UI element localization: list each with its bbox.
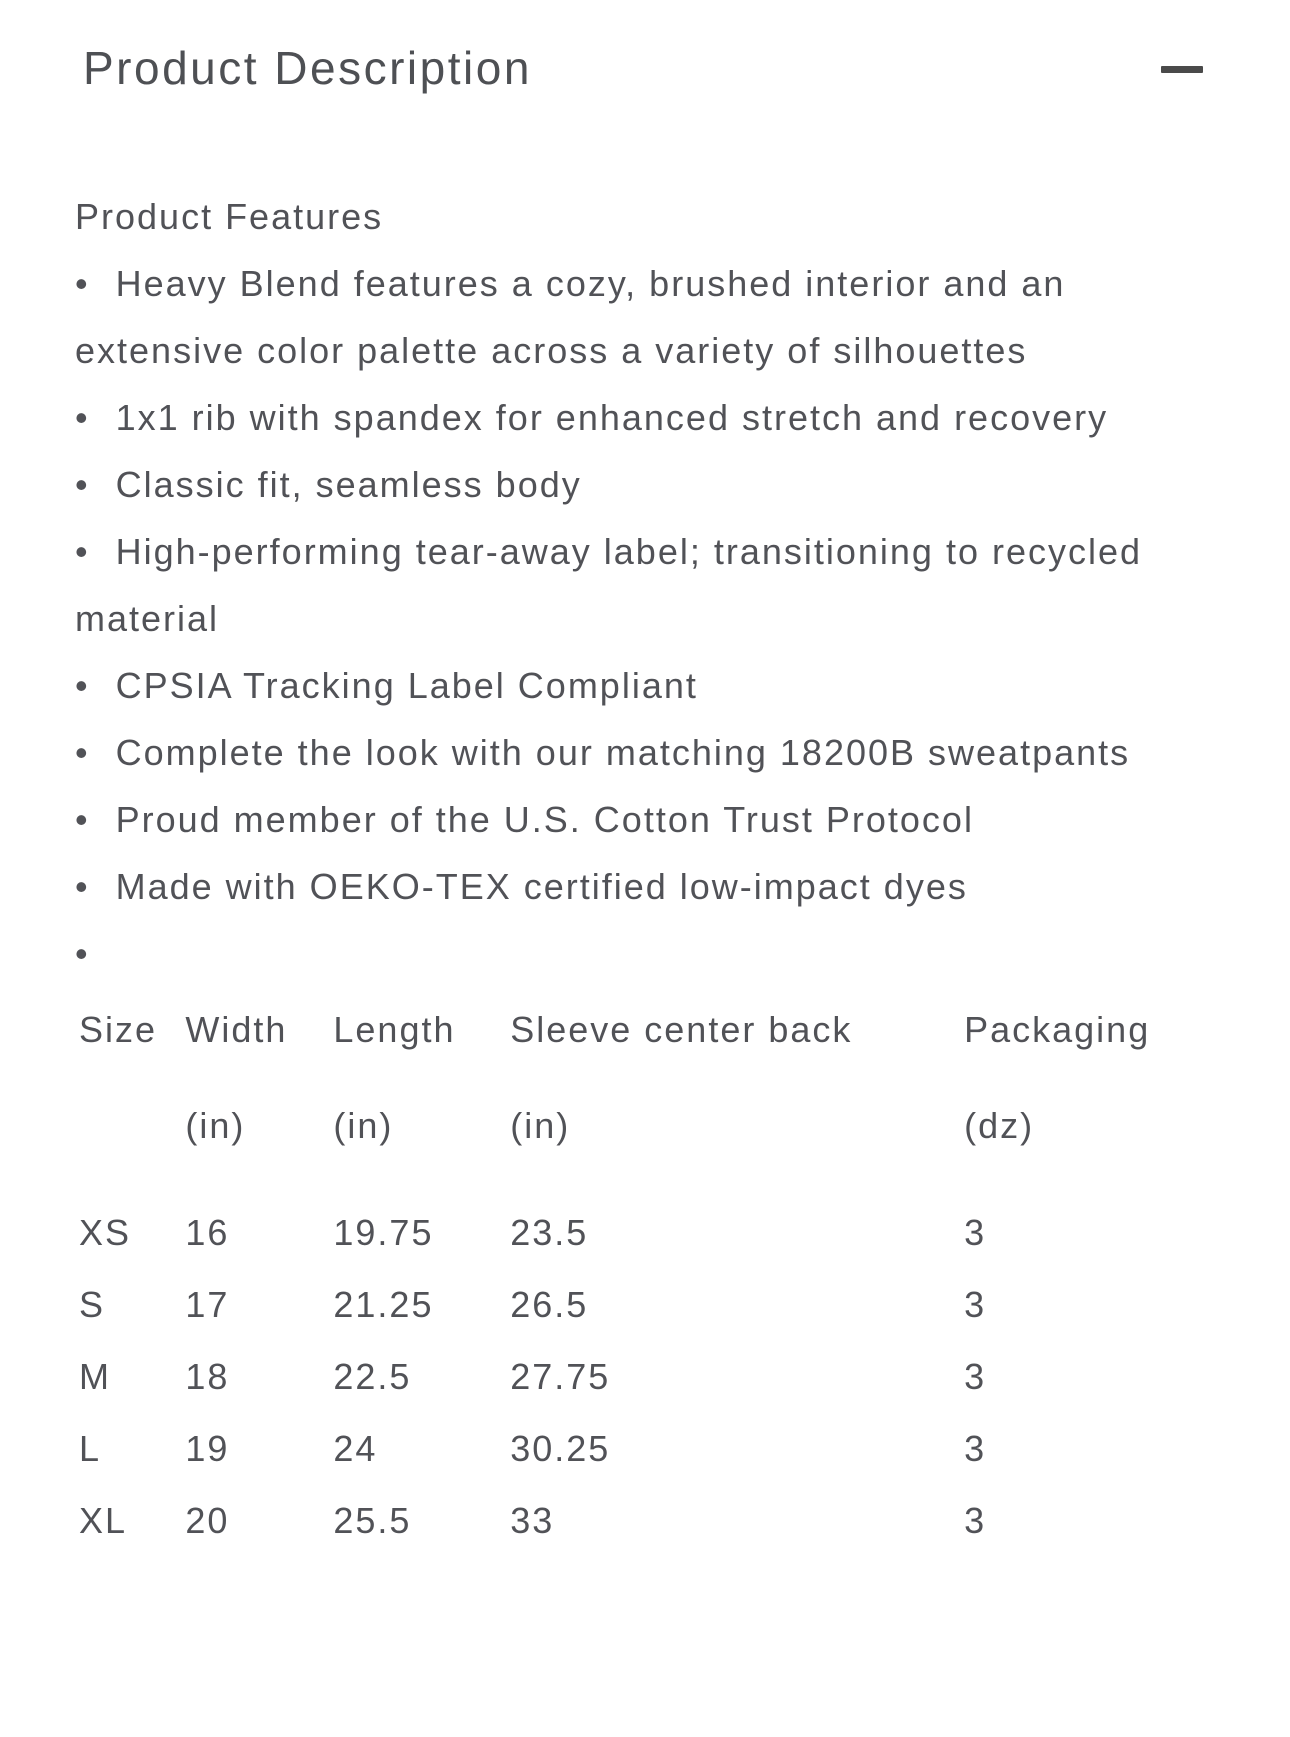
- table-row-m: [79, 1341, 1203, 1413]
- cell-size: S: [79, 1283, 106, 1325]
- feature-text: Made with OEKO-TEX certified low-impact dyes: [115, 865, 968, 907]
- cell-width: 16: [185, 1211, 230, 1253]
- product-features-list: [75, 183, 1175, 987]
- unit-sleeve: (in): [510, 1104, 571, 1146]
- section-title: Product Description: [83, 42, 532, 94]
- bullet-icon: •: [75, 530, 90, 572]
- bullet-icon: •: [75, 932, 90, 974]
- cell-length: 21.25: [333, 1283, 434, 1325]
- column-header-width: Width: [185, 1008, 288, 1050]
- feature-item-empty: [75, 920, 1175, 987]
- cell-width: 17: [185, 1283, 230, 1325]
- feature-text: High-performing tear-away label; transitioning to recycled material: [75, 530, 1143, 639]
- minus-icon: [1161, 66, 1203, 73]
- feature-item: [75, 451, 1175, 518]
- features-heading: Product Features: [75, 195, 384, 237]
- table-row-s: [79, 1269, 1203, 1341]
- feature-text: Heavy Blend features a cozy, brushed interior and an extensive color palette across a variety of silhouettes: [75, 262, 1066, 371]
- feature-item: [75, 518, 1175, 652]
- bullet-icon: •: [75, 463, 90, 505]
- column-header-size: Size: [79, 1008, 158, 1050]
- accordion-header: [75, 42, 1203, 95]
- unit-packaging: (dz): [964, 1104, 1035, 1146]
- bullet-icon: •: [75, 865, 90, 907]
- feature-item: [75, 786, 1175, 853]
- bullet-icon: •: [75, 396, 90, 438]
- cell-size: L: [79, 1427, 102, 1469]
- cell-packaging: 3: [964, 1355, 987, 1397]
- unit-size: [79, 1093, 185, 1197]
- column-header-packaging: Packaging: [964, 1008, 1151, 1050]
- feature-text: Classic fit, seamless body: [115, 463, 582, 505]
- size-chart-table: [79, 997, 1203, 1557]
- cell-packaging: 3: [964, 1499, 987, 1541]
- feature-item: [75, 652, 1175, 719]
- feature-text: CPSIA Tracking Label Compliant: [115, 664, 698, 706]
- cell-length: 24: [333, 1427, 378, 1469]
- size-chart-header-row: [79, 997, 1203, 1093]
- feature-text: 1x1 rib with spandex for enhanced stretch and recovery: [115, 396, 1109, 438]
- bullet-icon: •: [75, 664, 90, 706]
- cell-width: 19: [185, 1427, 230, 1469]
- unit-width: (in): [185, 1104, 246, 1146]
- column-header-length: Length: [333, 1008, 456, 1050]
- feature-text: Complete the look with our matching 18200B sweatpants: [115, 731, 1131, 773]
- cell-packaging: 3: [964, 1211, 987, 1253]
- cell-sleeve: 23.5: [510, 1211, 589, 1253]
- bullet-icon: •: [75, 262, 90, 304]
- table-row-xl: [79, 1485, 1203, 1557]
- cell-size: XL: [79, 1499, 128, 1541]
- cell-size: XS: [79, 1211, 132, 1253]
- bullet-icon: •: [75, 798, 90, 840]
- cell-length: 22.5: [333, 1355, 412, 1397]
- cell-sleeve: 26.5: [510, 1283, 589, 1325]
- cell-length: 25.5: [333, 1499, 412, 1541]
- feature-item: [75, 384, 1175, 451]
- column-header-sleeve: Sleeve center back: [510, 1008, 853, 1050]
- table-row-xs: [79, 1197, 1203, 1269]
- table-row-l: [79, 1413, 1203, 1485]
- cell-width: 20: [185, 1499, 230, 1541]
- cell-sleeve: 27.75: [510, 1355, 611, 1397]
- cell-packaging: 3: [964, 1427, 987, 1469]
- size-chart-units-row: [79, 1093, 1203, 1197]
- feature-item: [75, 250, 1175, 384]
- feature-text: Proud member of the U.S. Cotton Trust Protocol: [115, 798, 974, 840]
- collapse-button[interactable]: [1161, 66, 1203, 73]
- feature-item: [75, 853, 1175, 920]
- bullet-icon: •: [75, 731, 90, 773]
- cell-sleeve: 30.25: [510, 1427, 611, 1469]
- feature-item: [75, 719, 1175, 786]
- unit-length: (in): [333, 1104, 394, 1146]
- cell-size: M: [79, 1355, 111, 1397]
- cell-width: 18: [185, 1355, 230, 1397]
- cell-length: 19.75: [333, 1211, 434, 1253]
- cell-packaging: 3: [964, 1283, 987, 1325]
- cell-sleeve: 33: [510, 1499, 555, 1541]
